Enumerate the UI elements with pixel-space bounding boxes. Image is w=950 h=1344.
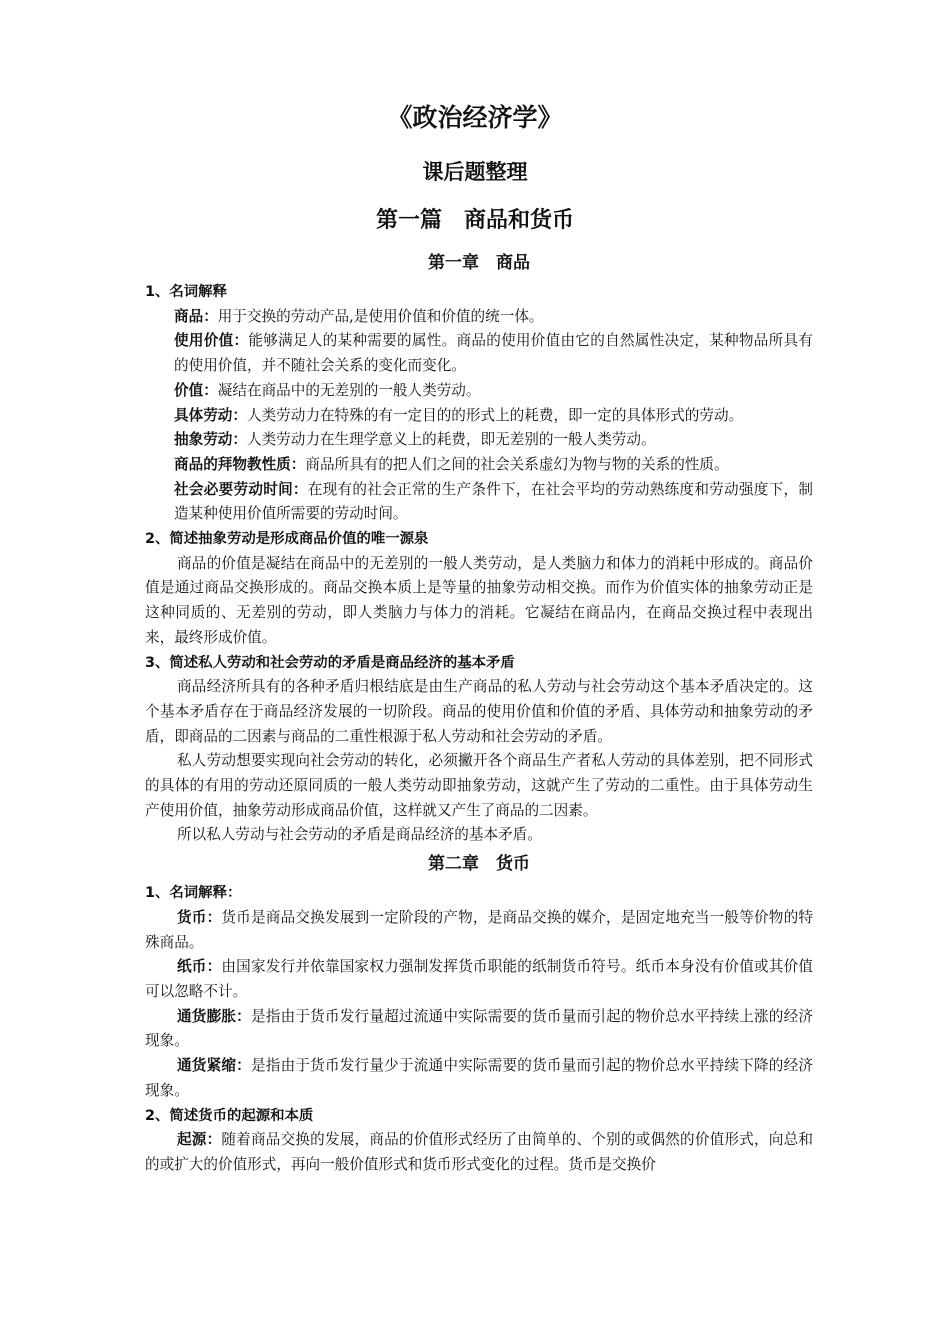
definition-text: 用于交换的劳动产品,是使用价值和价值的统一体。 [217,307,544,325]
question-heading: 1、名词解释： [145,885,242,902]
definition-text: 在现有的社会正常的生产条件下，在社会平均的劳动熟练度和劳动强度下，制造某种使用价值所需要的劳动时间。 [174,480,813,523]
question-heading: 2、简述抽象劳动是形成商品价值的唯一源泉 [145,531,429,548]
definition-term: 商品的拜物教性质： [174,455,306,473]
definition-text: 能够满足人的某种需要的属性。商品的使用价值由它的自然属性决定，某种物品所具有的使用价值，并不随社会关系的变化而变化。 [174,332,813,375]
chapter-title: 第二章 货币 [428,854,530,875]
part-title: 第一篇 商品和货币 [375,208,574,233]
chapter-title: 第一章 商品 [428,253,530,273]
definition-item [145,453,813,478]
definition-item [145,955,813,1004]
answer-paragraph: 私人劳动想要实现向社会劳动的转化，必须撇开各个商品生产者私人劳动的具体差别，把不同形式的具体的有用的劳动还原同质的一般人类劳动即抽象劳动，这就产生了劳动的二重性。由于具体劳动生产使用价值，抽象劳动形成商品价值，这样就又产生了商品的二因素。 [145,752,813,819]
definition-term: 起源： [177,1131,222,1149]
definition-text: 人类劳动力在生理学意义上的耗费，即无差别的一般人类劳动。 [246,431,656,449]
document-subtitle: 课后题整理 [422,160,528,184]
definition-term: 社会必要劳动时间： [174,480,308,498]
definition-text: 商品所具有的把人们之间的社会关系虚幻为物与物的关系的性质。 [305,455,729,473]
definition-text: 是指由于货币发行量超过流通中实际需要的货币量而引起的物价总水平持续上涨的经济现象。 [145,1007,813,1050]
question-heading: 3、简述私人劳动和社会劳动的矛盾是商品经济的基本矛盾 [145,654,515,671]
definition-item [145,404,813,429]
document-title: 《政治经济学》 [387,103,563,132]
definition-item [145,305,813,330]
definition-term: 货币： [177,908,222,926]
definition-text: 人类劳动力在特殊的有一定目的的形式上的耗费，即一定的具体形式的劳动。 [246,406,744,424]
definition-term: 价值： [174,381,218,399]
definition-term: 具体劳动： [174,406,247,424]
definition-text: 是指由于货币发行量少于流通中实际需要的货币量而引起的物价总水平持续下降的经济现象。 [145,1057,813,1099]
definition-item [145,379,813,404]
definition-item [145,1005,813,1054]
definition-item [145,478,813,527]
answer-paragraph: 商品的价值是凝结在商品中的无差别的一般人类劳动，是人类脑力和体力的消耗中形成的。商品价值是通过商品交换形成的。商品交换本质上是等量的抽象劳动相交换。而作为价值实体的抽象劳动正是这种同质的、无差别的劳动，即人类脑力与体力的消耗。它凝结在商品内，在商品交换过程中表现出来，最终形成价值。 [145,554,813,646]
document-body [145,247,813,1178]
definition-term: 通货紧缩： [177,1057,251,1075]
definition-term: 商品： [174,307,218,325]
question-heading: 1、名词解释 [145,284,227,300]
definition-term: 通货膨胀： [177,1007,251,1025]
definition-text: 随着商品交换的发展，商品的价值形式经历了由简单的、个别的或偶然的价值形式，向总和的或扩大的价值形式，再向一般价值形式和货币形式变化的过程。货币是交换价 [145,1131,813,1173]
definition-text: 货币是商品交换发展到一定阶段的产物，是商品交换的媒介，是固定地充当一般等价物的特殊商品。 [145,908,813,951]
definition-term: 抽象劳动： [174,431,247,449]
definition-term: 纸币： [177,958,222,976]
definition-text: 由国家发行并依靠国家权力强制发挥货币职能的纸制货币符号。纸币本身没有价值或其价值可以忽略不计。 [145,958,813,1000]
question-heading: 2、简述货币的起源和本质 [145,1107,314,1124]
definition-item [145,329,813,378]
definition-item [145,1054,813,1103]
answer-paragraph: 商品经济所具有的各种矛盾归根结底是由生产商品的私人劳动与社会劳动这个基本矛盾决定的。这个基本矛盾存在于商品经济发展的一切阶段。商品的使用价值和价值的矛盾、具体劳动和抽象劳动的矛盾，即商品的二因素与商品的二重性根源于私人劳动和社会劳动的矛盾。 [145,678,813,745]
definition-term: 使用价值： [174,332,249,350]
answer-paragraph: 所以私人劳动与社会劳动的矛盾是商品经济的基本矛盾。 [177,826,542,844]
definition-item [145,1128,813,1177]
definition-item [145,906,813,955]
definition-item [145,428,813,453]
definition-text: 凝结在商品中的无差别的一般人类劳动。 [217,381,481,399]
